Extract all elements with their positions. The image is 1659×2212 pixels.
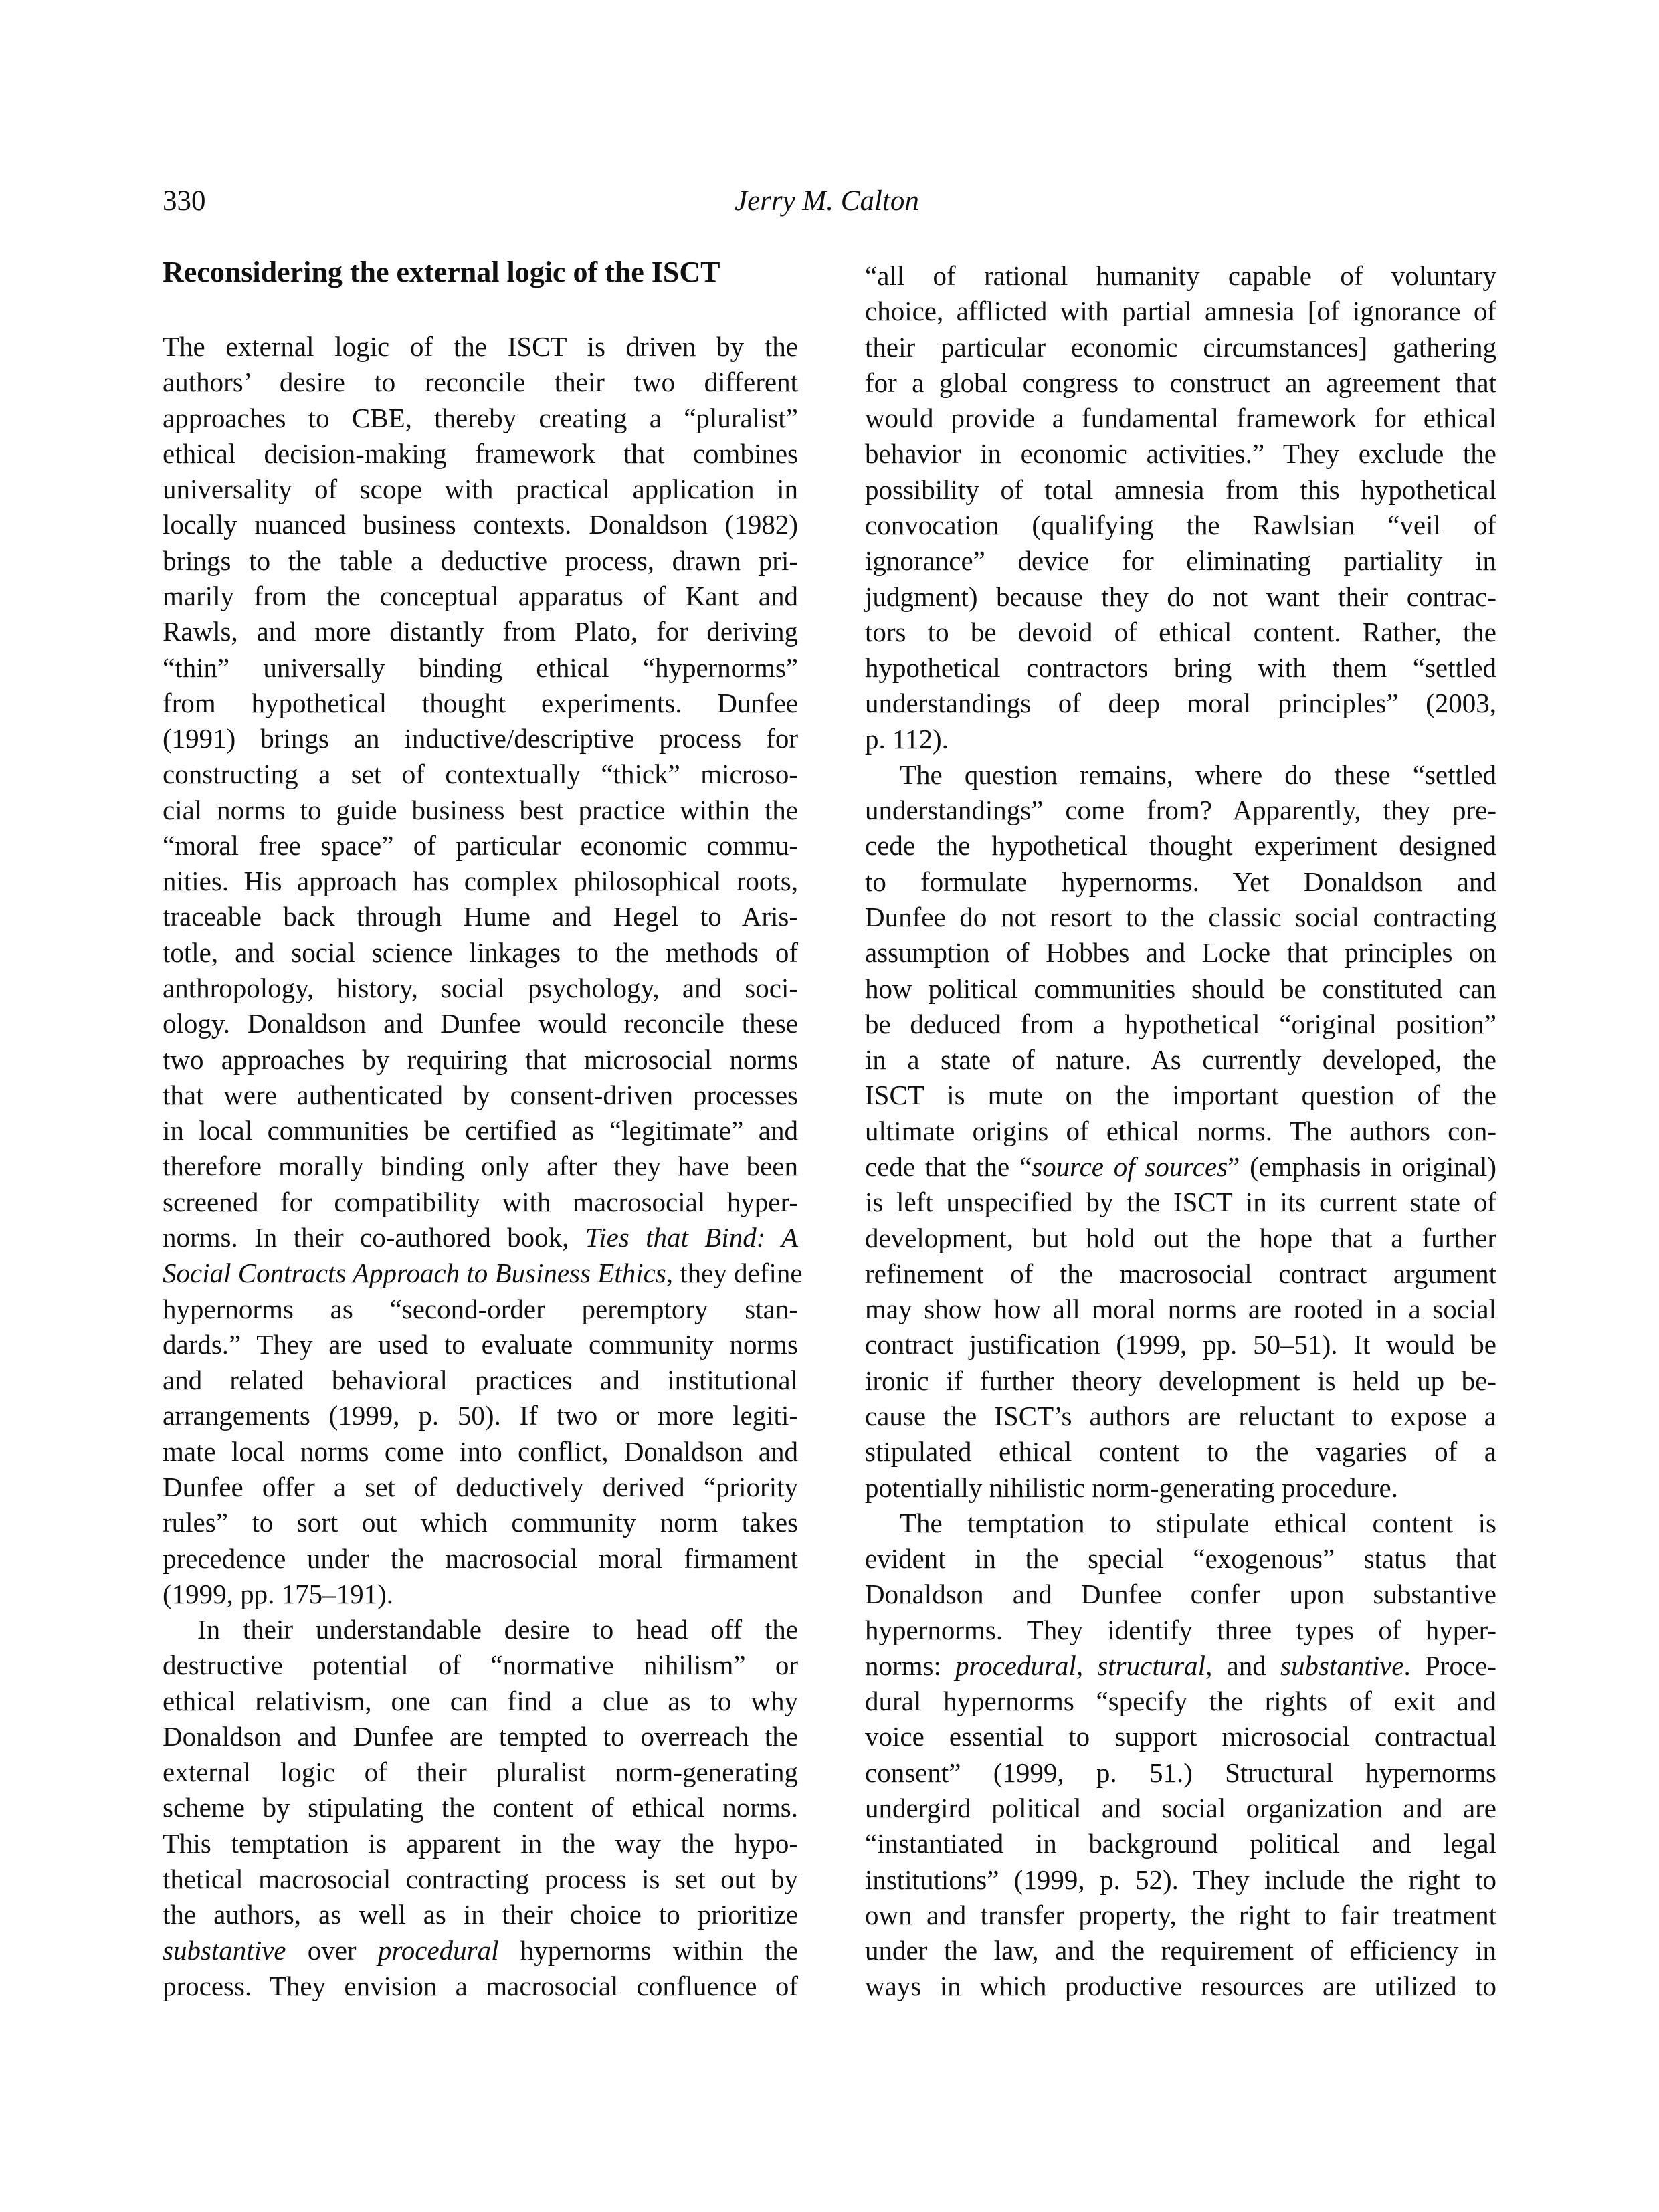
- text-line: marily from the conceptual apparatus of Kant and: [163, 580, 798, 611]
- text-line: The question remains, where do these “settled: [900, 759, 1496, 790]
- text-line: consent” (1999, p. 51.) Structural hypernorms: [865, 1756, 1496, 1788]
- text-span: , and: [1205, 1649, 1281, 1681]
- text-line: cause the ISCT’s authors are reluctant to expose a: [865, 1400, 1496, 1431]
- text-line: “all of rational humanity capable of voluntary: [865, 260, 1496, 291]
- page-number: 330: [163, 185, 206, 217]
- text-line: (1999, pp. 175–191).: [163, 1578, 394, 1609]
- text-line: for a global congress to construct an agreement that: [865, 367, 1496, 398]
- text-line: hypernorms. They identify three types of hyper-: [865, 1614, 1496, 1645]
- text-span: . Proce-: [1403, 1649, 1496, 1681]
- text-line: understandings” come from? Apparently, they pre-: [865, 795, 1496, 826]
- text-line: assumption of Hobbes and Locke that principles on: [865, 937, 1496, 969]
- text-line: arrangements (1999, p. 50). If two or more legiti-: [163, 1400, 798, 1431]
- text-line: in a state of nature. As currently developed, the: [865, 1044, 1496, 1076]
- text-line: constructing a set of contextually “thick” microso-: [163, 759, 798, 790]
- text-line: ethical decision-making framework that combines: [163, 437, 798, 469]
- italic-text: substantive: [163, 1934, 286, 1966]
- text-line: (1991) brings an inductive/descriptive process for: [163, 723, 798, 755]
- text-line: from hypothetical thought experiments. Dunfee: [163, 687, 798, 718]
- text-line: dards.” They are used to evaluate community norms: [163, 1328, 798, 1360]
- text-line: [163, 1258, 803, 1289]
- text-line: brings to the table a deductive process, drawn pri-: [163, 544, 798, 576]
- text-line: undergird political and social organization and are: [865, 1793, 1496, 1824]
- text-span: , they define: [666, 1258, 803, 1289]
- text-span: cede that the “: [865, 1151, 1032, 1182]
- text-line: scheme by stipulating the content of ethical norms.: [163, 1792, 798, 1823]
- text-line: Donaldson and Dunfee are tempted to overreach the: [163, 1720, 798, 1752]
- text-line: process. They envision a macrosocial confluence of: [163, 1970, 798, 2001]
- text-line: Donaldson and Dunfee confer upon substantive: [865, 1579, 1496, 1610]
- text-line: destructive potential of “normative nihilism” or: [163, 1649, 798, 1681]
- text-line: contract justification (1999, pp. 50–51). It would be: [865, 1329, 1496, 1361]
- text-line: [865, 1152, 1496, 1181]
- text-line: external logic of their pluralist norm-generating: [163, 1756, 798, 1788]
- text-line: authors’ desire to reconcile their two different: [163, 367, 798, 398]
- text-span: ” (emphasis in original): [1228, 1151, 1496, 1182]
- text-line: hypothetical contractors bring with them “settled: [865, 652, 1496, 684]
- text-line: how political communities should be constituted can: [865, 973, 1496, 1004]
- italic-text: substantive: [1280, 1649, 1404, 1681]
- text-line: hypernorms as “second-order peremptory stan-: [163, 1293, 798, 1324]
- text-line: precedence under the macrosocial moral firmament: [163, 1542, 798, 1574]
- text-line: Dunfee do not resort to the classic social contracting: [865, 902, 1496, 933]
- text-line: therefore morally binding only after they have been: [163, 1150, 798, 1182]
- text-span: ,: [1076, 1649, 1098, 1681]
- text-line: is left unspecified by the ISCT in its current state of: [865, 1187, 1496, 1218]
- text-line: judgment) because they do not want their contrac-: [865, 581, 1496, 612]
- italic-text: structural: [1097, 1649, 1206, 1681]
- text-line: potentially nihilistic norm-generating procedure.: [865, 1472, 1398, 1503]
- text-line: that were authenticated by consent-driven processes: [163, 1079, 798, 1110]
- running-head-author: Jerry M. Calton: [735, 185, 919, 217]
- text-line: “instantiated in background political and legal: [865, 1828, 1496, 1859]
- text-line: Rawls, and more distantly from Plato, for deriving: [163, 616, 798, 647]
- text-line: screened for compatibility with macrosocial hyper-: [163, 1186, 798, 1217]
- text-line: two approaches by requiring that microsocial norms: [163, 1043, 798, 1075]
- text-line: cial norms to guide business best practice within the: [163, 794, 798, 825]
- text-line: ultimate origins of ethical norms. The authors con-: [865, 1115, 1496, 1146]
- text-line: totle, and social science linkages to the methods of: [163, 936, 798, 968]
- text-line: dural hypernorms “specify the rights of exit and: [865, 1686, 1496, 1717]
- italic-text: Social Contracts Approach to Business Ethics: [163, 1258, 666, 1289]
- text-line: mate local norms come into conflict, Donaldson and: [163, 1435, 798, 1467]
- italic-text: procedural: [955, 1649, 1076, 1681]
- text-line: the authors, as well as in their choice to prioritize: [163, 1899, 798, 1930]
- text-line: locally nuanced business contexts. Donaldson (1982): [163, 509, 798, 540]
- text-line: “moral free space” of particular economic commu-: [163, 829, 798, 861]
- text-line: ironic if further theory development is held up be-: [865, 1365, 1496, 1396]
- text-line: thetical macrosocial contracting process is set out by: [163, 1864, 798, 1895]
- text-line: tors to be devoid of ethical content. Rather, the: [865, 616, 1496, 647]
- text-line: [163, 1936, 798, 1965]
- text-span: over: [286, 1934, 378, 1966]
- text-line: ethical relativism, one can find a clue as to why: [163, 1685, 798, 1716]
- text-line: This temptation is apparent in the way the hypo-: [163, 1827, 798, 1859]
- text-line: “thin” universally binding ethical “hypernorms”: [163, 651, 798, 683]
- text-line: stipulated ethical content to the vagaries of a: [865, 1436, 1496, 1468]
- text-span: hypernorms within the: [498, 1934, 798, 1966]
- text-line: voice essential to support microsocial contractual: [865, 1721, 1496, 1752]
- text-line: understandings of deep moral principles” (2003,: [865, 688, 1496, 719]
- text-line: be deduced from a hypothetical “original position”: [865, 1008, 1496, 1039]
- text-line: nities. His approach has complex philosophical roots,: [163, 866, 798, 897]
- text-line: refinement of the macrosocial contract argument: [865, 1258, 1496, 1289]
- text-line: traceable back through Hume and Hegel to Aris-: [163, 901, 798, 932]
- text-line: cede the hypothetical thought experiment designed: [865, 830, 1496, 862]
- text-line: ignorance” device for eliminating partiality in: [865, 545, 1496, 577]
- italic-text: procedural: [377, 1934, 499, 1966]
- text-span: norms:: [865, 1649, 956, 1681]
- text-line: p. 112).: [865, 723, 949, 755]
- text-line: evident in the special “exogenous” status that: [865, 1543, 1496, 1575]
- text-line: under the law, and the requirement of efficiency in: [865, 1935, 1496, 1967]
- text-line: The temptation to stipulate ethical content is: [900, 1507, 1496, 1538]
- text-line: In their understandable desire to head off the: [197, 1614, 798, 1645]
- text-line: The external logic of the ISCT is driven by the: [163, 331, 798, 362]
- text-span: norms. In their co-authored book,: [163, 1222, 585, 1253]
- text-line: anthropology, history, social psychology, and soci-: [163, 973, 798, 1004]
- text-line: Dunfee offer a set of deductively derived “priority: [163, 1471, 798, 1502]
- text-line: and related behavioral practices and institutional: [163, 1365, 798, 1396]
- text-line: [865, 1651, 1496, 1680]
- text-line: their particular economic circumstances] gathering: [865, 331, 1496, 363]
- text-line: [163, 1223, 798, 1252]
- text-line: ology. Donaldson and Dunfee would reconcile these: [163, 1008, 798, 1039]
- text-line: convocation (qualifying the Rawlsian “veil of: [865, 509, 1496, 540]
- text-line: universality of scope with practical application in: [163, 474, 798, 505]
- text-line: institutions” (1999, p. 52). They include the right to: [865, 1864, 1496, 1895]
- text-line: ways in which productive resources are utilized to: [865, 1971, 1496, 2002]
- text-line: development, but hold out the hope that a further: [865, 1222, 1496, 1253]
- italic-text: Ties that Bind: A: [585, 1222, 799, 1253]
- text-line: may show how all moral norms are rooted in a social: [865, 1294, 1496, 1325]
- text-line: own and transfer property, the right to fair treatment: [865, 1899, 1496, 1930]
- text-line: in local communities be certified as “legitimate” and: [163, 1115, 798, 1146]
- text-line: choice, afflicted with partial amnesia [of ignorance of: [865, 296, 1496, 327]
- section-heading: Reconsidering the external logic of the ISCT: [163, 256, 720, 288]
- italic-text: source of sources: [1032, 1151, 1228, 1182]
- text-line: to formulate hypernorms. Yet Donaldson and: [865, 866, 1496, 897]
- text-line: ISCT is mute on the important question of the: [865, 1080, 1496, 1111]
- text-line: rules” to sort out which community norm takes: [163, 1507, 798, 1538]
- text-line: behavior in economic activities.” They exclude the: [865, 438, 1496, 470]
- text-line: approaches to CBE, thereby creating a “pluralist”: [163, 402, 798, 433]
- text-line: possibility of total amnesia from this hypothetical: [865, 474, 1496, 505]
- text-line: would provide a fundamental framework for ethical: [865, 403, 1496, 434]
